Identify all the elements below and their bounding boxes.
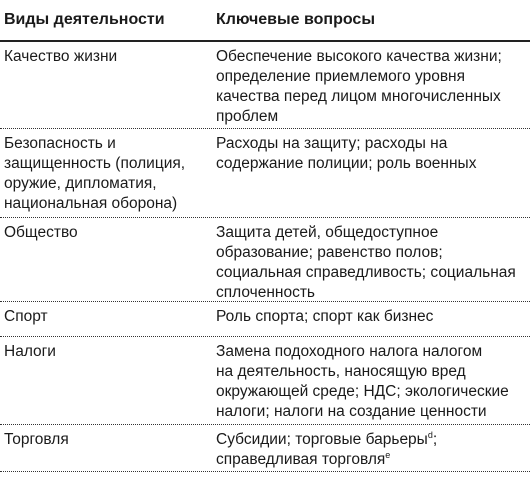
text-line: проблем bbox=[216, 108, 279, 125]
row-questions bbox=[216, 134, 528, 174]
row-activity bbox=[4, 342, 209, 362]
text-line: Спорт bbox=[4, 308, 48, 325]
text-line: сплоченность bbox=[216, 284, 316, 301]
table-row bbox=[0, 302, 530, 337]
text-line: национальная оборона) bbox=[4, 195, 178, 212]
row-activity bbox=[4, 430, 209, 450]
table-row bbox=[0, 218, 530, 302]
text-line: Защита детей, общедоступное bbox=[216, 224, 439, 241]
text-line: Замена подоходного налога налогом bbox=[216, 343, 483, 360]
text-line: окружающей среде; НДС; экологические bbox=[216, 383, 509, 400]
text-line: Расходы на защиту; расходы на bbox=[216, 135, 448, 152]
text-line: Роль спорта; спорт как бизнес bbox=[216, 308, 434, 325]
text-line: оружие, дипломатия, bbox=[4, 175, 157, 192]
text-line: Безопасность и bbox=[4, 135, 116, 152]
table-row bbox=[0, 42, 530, 129]
text-line: Общество bbox=[4, 224, 78, 241]
text-segment: Субсидии; торговые барьеры bbox=[216, 431, 428, 448]
row-questions bbox=[216, 223, 528, 303]
text-line: определение приемлемого уровня bbox=[216, 68, 466, 85]
text-line: Налоги bbox=[4, 343, 56, 360]
text-line: Обеспечение высокого качества жизни; bbox=[216, 48, 502, 65]
text-line bbox=[216, 450, 528, 470]
text-line: налоги; налоги на создание ценности bbox=[216, 403, 487, 420]
row-activity bbox=[4, 307, 209, 327]
text-segment: справедливая торговля bbox=[216, 451, 386, 468]
text-line: на деятельность, наносящую вред bbox=[216, 363, 466, 380]
row-questions bbox=[216, 47, 528, 127]
text-line: защищенность (полиция, bbox=[4, 155, 186, 172]
text-line: качества перед лицом многочисленных bbox=[216, 88, 501, 105]
footnote-marker: d bbox=[427, 430, 433, 440]
text-line: социальная справедливость; социальная bbox=[216, 264, 516, 281]
text-line: Субсидии; торговые барьеры$^d$; bbox=[216, 430, 438, 448]
text-line: содержание полиции; роль военных bbox=[216, 155, 477, 172]
table-row bbox=[0, 129, 530, 218]
header-activity: Виды деятельности bbox=[4, 11, 165, 28]
table-row bbox=[0, 425, 530, 472]
row-activity bbox=[4, 47, 209, 67]
text-line: образование; равенство полов; bbox=[216, 244, 443, 261]
row-activity bbox=[4, 223, 209, 243]
footnote-marker: e bbox=[385, 450, 391, 460]
row-questions bbox=[216, 342, 528, 422]
text-line: Качество жизни bbox=[4, 48, 118, 65]
row-questions bbox=[216, 307, 528, 327]
header-questions: Ключевые вопросы bbox=[216, 11, 375, 28]
row-questions bbox=[216, 430, 528, 470]
table-header bbox=[0, 0, 530, 42]
table-row bbox=[0, 337, 530, 425]
text-line: Торговля bbox=[4, 431, 69, 448]
row-activity bbox=[4, 134, 209, 214]
